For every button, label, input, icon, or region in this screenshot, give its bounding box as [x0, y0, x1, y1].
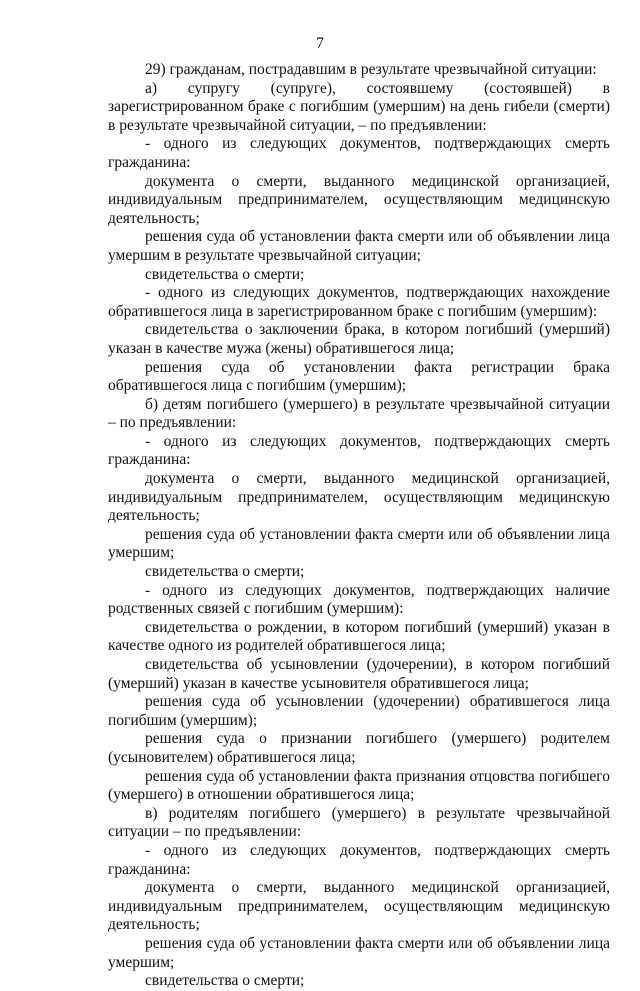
- paragraph: решения суда об установлении факта признания отцовства погибшего (умершего) в отношении обратившегося лица;: [108, 767, 610, 804]
- paragraph: - одного из следующих документов, подтверждающих нахождение обратившегося лица в зарегистрированном браке с погибшим (умершим):: [108, 284, 610, 320]
- paragraph: решения суда об усыновлении (удочерении) обратившегося лица погибшим (умершим);: [108, 693, 610, 729]
- paragraph: решения суда об установлении факта смерти или об объявлении лица умершим в результате чрезвычайной ситуации;: [108, 228, 610, 264]
- document-body: [108, 61, 610, 991]
- paragraph: 29) гражданам, пострадавшим в результате чрезвычайной ситуации:: [145, 61, 597, 78]
- paragraph: - одного из следующих документов, подтверждающих смерть гражданина:: [108, 135, 610, 171]
- paragraph: свидетельства о смерти;: [145, 265, 305, 283]
- paragraph: свидетельства о смерти;: [145, 563, 305, 581]
- paragraph: - одного из следующих документов, подтверждающих наличие родственных связей с погибшим (умершим):: [108, 581, 610, 618]
- paragraph: - одного из следующих документов, подтверждающих смерть гражданина:: [108, 841, 610, 878]
- paragraph: - одного из следующих документов, подтверждающих смерть гражданина:: [108, 432, 610, 469]
- paragraph: решения суда об установлении факта регистрации брака обратившегося лица с погибшим (умершим);: [108, 358, 610, 395]
- paragraph: решения суда об установлении факта смерти или об объявлении лица умершим;: [108, 934, 610, 971]
- paragraph: б) детям погибшего (умершего) в результате чрезвычайной ситуации – по предъявлении:: [108, 395, 610, 432]
- paragraph: решения суда о признании погибшего (умершего) родителем (усыновителем) обратившегося лица;: [108, 730, 610, 766]
- paragraph: свидетельства об усыновлении (удочерении), в котором погибший (умерший) указан в качестве усыновителя обратившегося лица;: [108, 656, 610, 692]
- page-number: 7: [316, 35, 324, 52]
- paragraph: а) супругу (супруге), состоявшему (состоявшей) в зарегистрированном браке с погибшим (умершим) на день гибели (смерти) в результате чрезвычайной ситуации, – по предъявлении:: [108, 79, 610, 134]
- paragraph: документа о смерти, выданного медицинской организацией, индивидуальным предпринимателем, осуществляющим медицинскую деятельность;: [108, 470, 610, 525]
- paragraph: решения суда об установлении факта смерти или об объявлении лица умершим;: [108, 525, 610, 562]
- paragraph: в) родителям погибшего (умершего) в результате чрезвычайной ситуации – по предъявлении:: [108, 804, 610, 841]
- paragraph: свидетельства о заключении брака, в котором погибший (умерший) указан в качестве мужа (жены) обратившегося лица;: [108, 321, 610, 357]
- paragraph: документа о смерти, выданного медицинской организацией, индивидуальным предпринимателем, осуществляющим медицинскую деятельность;: [108, 172, 610, 227]
- paragraph: свидетельства о рождении, в котором погибший (умерший) указан в качестве одного из родителей обратившегося лица;: [108, 618, 610, 655]
- paragraph: свидетельства о смерти;: [145, 972, 305, 990]
- paragraph: документа о смерти, выданного медицинской организацией, индивидуальным предпринимателем, осуществляющим медицинскую деятельность;: [108, 879, 610, 934]
